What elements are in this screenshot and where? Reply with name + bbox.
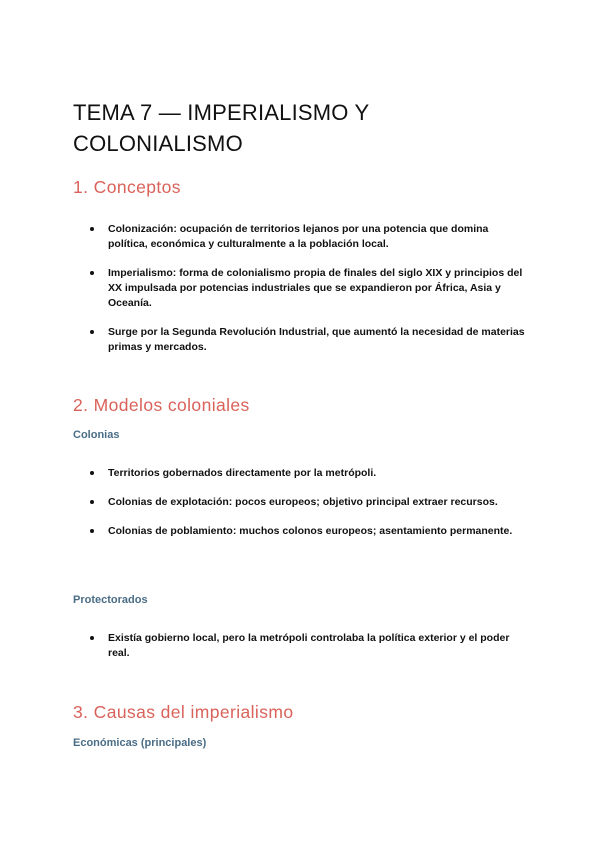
document-title: TEMA 7 — IMPERIALISMO Y COLONIALISMO bbox=[73, 100, 369, 156]
list-item: Existía gobierno local, pero la metrópoli controlaba la política exterior y el poder real. bbox=[88, 631, 528, 661]
list-item: Surge por la Segunda Revolución Industrial, que aumentó la necesidad de materias primas y mercados. bbox=[88, 325, 528, 355]
section-heading-conceptos: 1. Conceptos bbox=[73, 177, 181, 197]
section-heading-modelos: 2. Modelos coloniales bbox=[73, 395, 250, 415]
list-item: Colonias de poblamiento: muchos colonos europeos; asentamiento permanente. bbox=[88, 524, 528, 539]
subheading-colonias: Colonias bbox=[73, 429, 120, 441]
conceptos-list bbox=[88, 222, 528, 355]
list-item: Colonias de explotación: pocos europeos; objetivo principal extraer recursos. bbox=[88, 495, 528, 510]
colonias-list bbox=[88, 466, 528, 539]
protectorados-list bbox=[88, 631, 528, 661]
list-item: Imperialismo: forma de colonialismo propia de finales del siglo XIX y principios del XX impulsada por potencias industriales que se expandieron por África, Asia y Oceanía. bbox=[88, 266, 528, 311]
section-heading-causas: 3. Causas del imperialismo bbox=[73, 702, 294, 722]
subheading-protectorados: Protectorados bbox=[73, 594, 148, 606]
list-item: Colonización: ocupación de territorios lejanos por una potencia que domina política, económica y culturalmente a la población local. bbox=[88, 222, 528, 252]
list-item: Territorios gobernados directamente por la metrópoli. bbox=[88, 466, 528, 481]
subheading-economicas: Económicas (principales) bbox=[73, 737, 207, 749]
